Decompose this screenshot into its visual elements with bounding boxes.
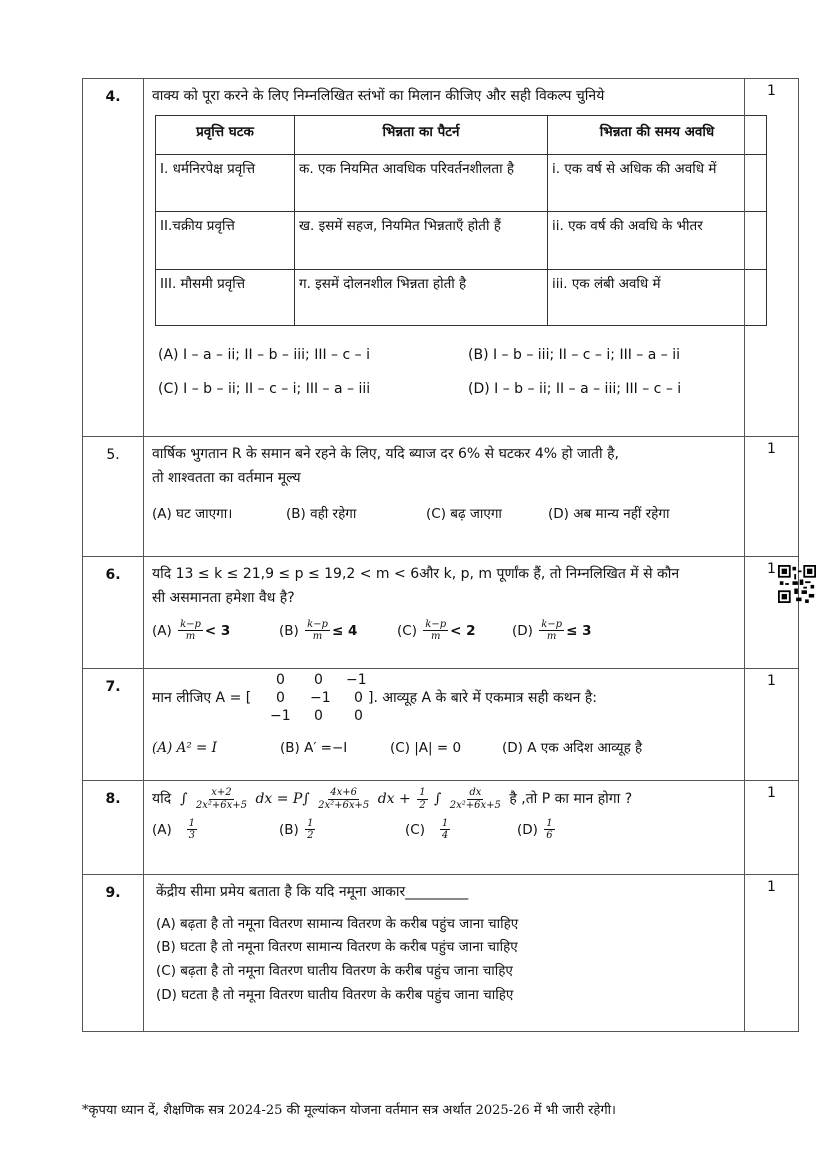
fraction [544,818,554,842]
numerator: dx [469,787,482,798]
option-b [279,619,397,643]
match-cell: iii. एक लंबी अवधि में [548,270,767,326]
options-row [152,737,736,760]
question-number: 9. [83,875,144,1032]
question-row-5 [83,437,799,557]
option-label: (C) [397,622,417,639]
integral-sign: ∫ [434,791,442,807]
fraction [539,619,564,643]
denominator: 6 [546,830,553,842]
numerator: k−p [307,618,328,630]
options-row [152,818,736,842]
match-cell: क. एक नियमित आवधिक परिवर्तनशीलता है [295,155,548,212]
option-d: (D) घटता है तो नमूना वितरण घातीय वितरण के करीब पहुंच जाना चाहिए [156,986,514,1003]
fraction [305,619,330,643]
options-grid [152,344,736,402]
option-d [512,619,591,643]
denominator: 2x²+6x+5 [449,799,501,811]
statement-suffix: है ,तो P का मान होगा ? [509,791,633,807]
denominator: m [185,631,196,643]
math-operator: dx = P∫ [255,791,310,807]
question-text: तो शाश्वतता का वर्तमान मूल्य [152,469,301,486]
option-c [397,619,512,643]
options-list [156,913,736,1008]
fraction [417,787,427,811]
option-a: (A) I – a – ii; II – b – iii; III – c – i [158,347,370,364]
denominator: 3 [188,830,196,842]
statement-prefix: यदि [152,791,172,807]
option-label: (C) [405,821,425,838]
marks: 1 [745,781,799,875]
option-b: (B) घटता है तो नमूना वितरण सामान्य वितरण के करीब पहुंच जाना चाहिए [156,939,518,956]
math-operator: dx + [377,791,411,807]
matrix-cell: −1 [310,690,331,706]
question-number: 4. [83,79,144,437]
relation: < 2 [450,622,476,639]
option-a: (A) घट जाएगा। [152,505,233,522]
option-a: (A) बढ़ता है तो नमूना वितरण सामान्य वितरण के करीब पहुंच जाना चाहिए [156,915,519,932]
question-number: 8. [83,781,144,875]
numerator: k−p [541,618,563,630]
match-row [156,212,767,270]
option-c: (C) बढ़ जाएगा [426,505,502,522]
option-label: (D) [517,821,538,838]
question-body [144,557,745,669]
matrix-cell: −1 [270,708,291,724]
option-a [152,818,279,842]
option-label: (A) [152,821,172,838]
numerator: 1 [546,817,553,829]
integral-statement [152,787,736,812]
question-body [144,437,745,557]
match-header: भिन्नता का पैटर्न [295,115,548,154]
question-body [144,669,745,781]
question-text: केंद्रीय सीमा प्रमेय बताता है कि यदि नमूना आकार_________ [156,884,469,900]
option-b: (B) वही रहेगा [286,505,357,522]
option-b [279,818,405,842]
question-row-9 [83,875,799,1032]
match-cell: ग. इसमें दोलनशील भिन्नता होती है [295,270,548,326]
question-text: सी असमानता हमेशा वैध है? [152,589,295,606]
marks: 1 [745,79,799,437]
qr-code-icon [778,565,816,603]
fraction [423,619,448,643]
option-d: (D) अब मान्य नहीं रहेगा [548,505,670,522]
question-text: यदि 13 ≤ k ≤ 21,9 ≤ p ≤ 19,2 < m < 6और k, p, m पूर्णांक हैं, तो निम्नलिखित में से कौन [152,566,680,582]
numerator: k−p [425,618,447,630]
matrix-cell: 0 [276,672,285,688]
denominator: 2 [307,830,314,842]
option-label: (B) [279,622,299,639]
denominator: 4 [441,830,449,842]
match-cell: ख. इसमें सहज, नियमित भिन्नताएँ होती हैं [295,212,548,270]
question-row-7 [83,669,799,781]
match-cell: i. एक वर्ष से अधिक की अवधि में [548,155,767,212]
integral-sign: ∫ [175,791,188,807]
option-d: (D) I – b – ii; II – a – iii; III – c – i [468,380,682,397]
matrix-cell: 0 [314,708,323,724]
fraction [305,818,315,842]
statement-suffix: ]. आव्यूह A के बारे में एकमात्र सही कथन है: [368,690,598,706]
option-a: (A) A² = I [152,740,217,756]
matrix-cell: −1 [346,672,367,688]
question-text: वार्षिक भुगतान R के समान बने रहने के लिए, यदि ब्याज दर 6% से घटकर 4% हो जाती है, [152,446,619,462]
matrix-statement [152,672,736,737]
matrix-cell: 0 [354,708,363,724]
option-d [517,818,557,842]
marks: 1 [745,437,799,557]
marks: 1 [745,875,799,1032]
question-body [144,79,745,437]
marks: 1 [745,557,799,669]
option-c: (C) I – b – ii; II – c – i; III – a – iii [158,380,371,397]
option-c: (C) बढ़ता है तो नमूना वितरण घातीय वितरण के करीब पहुंच जाना चाहिए [156,963,513,980]
option-c [405,818,517,842]
match-header: प्रवृत्ति घटक [156,115,295,154]
numerator: 4x+6 [330,787,358,798]
match-table [155,115,767,326]
matrix-cell: 0 [314,672,323,688]
question-number: 7. [83,669,144,781]
question-number: 6. [83,557,144,669]
match-row [156,270,767,326]
fraction [440,818,450,842]
fraction [187,818,197,842]
relation: ≤ 3 [566,622,592,639]
denominator: m [430,631,441,643]
numerator: x+2 [211,787,232,798]
match-cell: III. मौसमी प्रवृत्ति [156,270,295,326]
match-header: भिन्नता की समय अवधि [548,115,767,154]
option-c: (C) |A| = 0 [390,740,462,756]
options-row [152,503,736,526]
option-label: (A) [152,622,172,639]
fraction [178,619,203,643]
relation: ≤ 4 [331,622,358,639]
match-cell: II.चक्रीय प्रवृत्ति [156,212,295,270]
question-body [144,781,745,875]
numerator: 1 [188,817,196,829]
fraction [316,787,371,811]
statement-prefix: मान लीजिए A = [ [152,690,252,706]
numerator: 1 [441,817,449,829]
numerator: 1 [307,817,314,829]
question-table [82,78,799,1032]
denominator: m [546,631,557,643]
denominator: 2 [419,799,426,811]
matrix-cell: 0 [354,690,363,706]
question-row-8 [83,781,799,875]
option-d: (D) A एक अदिश आव्यूह है [502,740,643,756]
numerator: k−p [180,618,201,630]
numerator: 1 [419,787,426,798]
match-cell: ii. एक वर्ष की अवधि के भीतर [548,212,767,270]
footnote: *कृपया ध्यान दें, शैक्षणिक सत्र 2024-25 की मूल्यांकन योजना वर्तमान सत्र अर्थात 2025-26 में भी जारी रहेगी। [82,1103,616,1118]
option-a [152,619,279,643]
option-b: (B) A′ =−I [280,740,348,756]
question-body [144,875,745,1032]
option-label: (B) [279,821,299,838]
match-row [156,155,767,212]
matrix-cell: 0 [276,690,285,706]
marks: 1 [745,669,799,781]
option-b: (B) I – b – iii; II – c – i; III – a – ii [468,347,680,364]
fraction [448,787,503,811]
denominator: m [312,631,323,643]
question-row-4 [83,79,799,437]
question-text: वाक्य को पूरा करने के लिए निम्नलिखित स्तंभों का मिलान कीजिए और सही विकल्प चुनिये [152,88,605,104]
denominator: 2x²+6x+5 [318,799,370,811]
match-cell: I. धर्मनिरपेक्ष प्रवृत्ति [156,155,295,212]
options-row [152,619,736,643]
match-header-row [156,115,767,154]
relation: < 3 [204,622,231,639]
denominator: 2x²+6x+5 [195,799,247,811]
fraction [194,787,249,811]
question-row-6 [83,557,799,669]
question-number: 5. [83,437,144,557]
option-label: (D) [512,622,533,639]
